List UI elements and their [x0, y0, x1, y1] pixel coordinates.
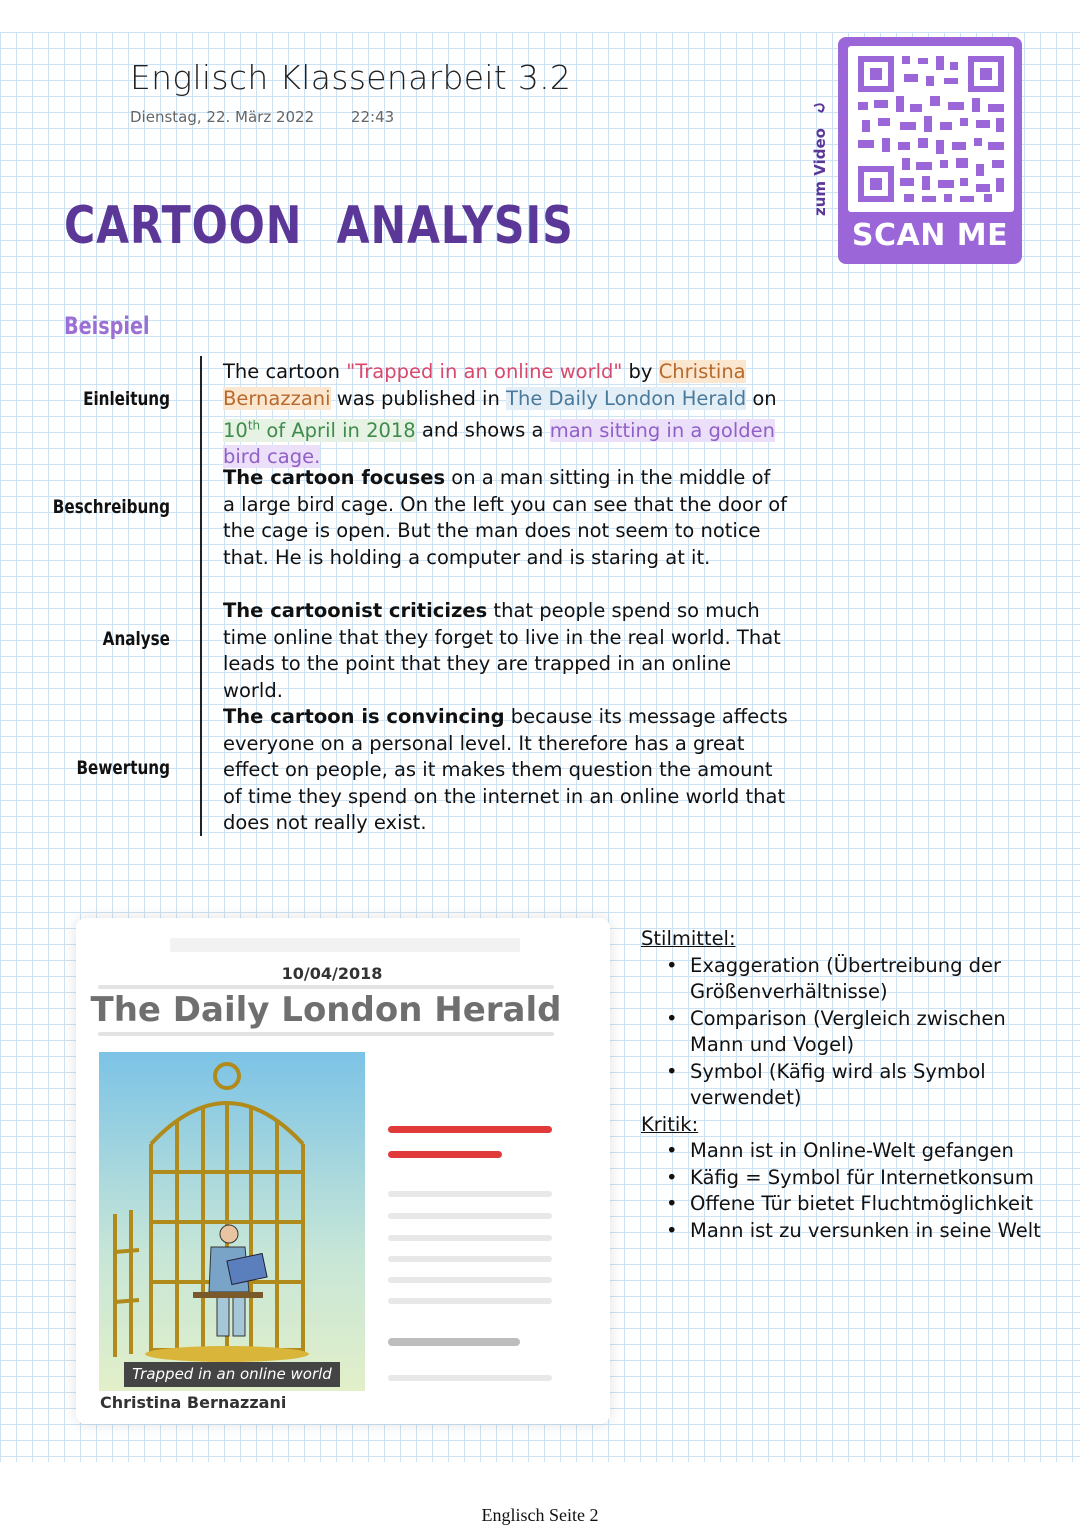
cartoonist-name: Christina Bernazzani	[100, 1393, 287, 1412]
text: was published in	[330, 386, 507, 410]
heading-word-1: CARTOON	[64, 196, 303, 256]
label-einleitung: Einleitung	[83, 388, 170, 410]
text: The cartoon	[223, 360, 347, 383]
list-item: • Exaggeration (Übertreibung der Größenverhältnisse)	[690, 953, 1061, 1006]
kritik-list	[641, 1138, 1061, 1244]
author-highlight: Christina Bernazzani	[223, 360, 746, 410]
list-item: • Mann ist zu versunken in seine Welt	[690, 1218, 1061, 1245]
text-line-7	[388, 1338, 520, 1346]
qr-code-pattern	[848, 46, 1014, 212]
bold-lead: The cartoonist criticizes	[223, 599, 488, 622]
cartoon-caption: Trapped in an online world	[124, 1362, 340, 1387]
newspaper-highlight: The Daily London Herald	[506, 386, 747, 410]
section-divider-line	[200, 356, 202, 836]
date-highlight	[223, 419, 416, 442]
newspaper-date: 10/04/2018	[281, 964, 383, 983]
paragraph-beschreibung	[223, 465, 788, 571]
label-bewertung: Bewertung	[76, 757, 170, 779]
date-rest: of April in 2018	[260, 418, 416, 442]
bold-lead: The cartoon focuses	[223, 466, 446, 489]
kritik-heading: Kritik:	[641, 1112, 699, 1136]
text-line-2	[388, 1213, 552, 1219]
text: and shows a	[415, 418, 550, 442]
page-time: 22:43	[350, 108, 395, 126]
text-line-8	[388, 1375, 552, 1381]
cartoon-title-highlight: "Trapped in an online world"	[346, 360, 623, 383]
notes-block	[641, 926, 1061, 1244]
paragraph-einleitung	[223, 359, 793, 471]
card-rule-top	[98, 985, 554, 989]
zum-video-note	[808, 100, 832, 220]
text: on a man sitting in the middle of a large bird cage. On the left you can see that the door of the cage is open. But the man does not seem to notice that. He is holding a computer and is staring at it.	[223, 466, 787, 569]
example-label: Beispiel	[64, 312, 150, 340]
list-item: • Käfig = Symbol für Internetkonsum	[690, 1165, 1061, 1192]
date-day: 10	[223, 418, 248, 442]
qr-code[interactable]	[848, 46, 1014, 212]
page-meta	[130, 108, 426, 126]
paragraph-bewertung	[223, 704, 788, 837]
date-suffix: th	[247, 418, 261, 432]
text: because its message affects everyone on a personal level. It therefore has a great effect on people, as it makes them question the amount of time they spend on the internet in an online world that does not really exist.	[223, 705, 788, 834]
text-line-1	[388, 1191, 552, 1197]
text-line-4	[388, 1256, 552, 1262]
bold-lead: The cartoon is convincing	[223, 705, 505, 728]
headline-bar-1	[388, 1126, 552, 1133]
text-line-3	[388, 1235, 552, 1241]
newspaper-name: The Daily London Herald	[90, 990, 562, 1030]
text: on	[746, 386, 777, 410]
list-item: • Symbol (Käfig wird als Symbol verwendet)	[690, 1059, 1061, 1112]
description-highlight: man sitting in a golden bird cage.	[223, 418, 776, 468]
list-item: • Mann ist in Online-Welt gefangen	[690, 1138, 1061, 1165]
list-item: • Offene Tür bietet Fluchtmöglichkeit	[690, 1191, 1061, 1218]
page-title: Englisch Klassenarbeit 3.2	[130, 58, 572, 97]
text: by	[622, 360, 659, 383]
stilmittel-list	[641, 953, 1061, 1112]
cartoon-analysis-heading	[64, 196, 608, 256]
list-item: • Comparison (Vergleich zwischen Mann und Vogel)	[690, 1006, 1061, 1059]
scan-me-label: SCAN ME	[851, 218, 1009, 253]
label-analyse: Analyse	[102, 628, 170, 650]
label-beschreibung: Beschreibung	[52, 496, 170, 518]
text: that people spend so much time online that they forget to live in the real world. That leads to the point that they are trapped in an online world.	[223, 599, 781, 702]
zum-video-text: zum Video	[811, 128, 829, 216]
card-top-shade	[170, 938, 520, 952]
text-line-6	[388, 1298, 552, 1304]
page-footer: Englisch Seite 2	[481, 1505, 599, 1525]
paragraph-analyse	[223, 598, 788, 704]
page-date: Dienstag, 22. März 2022	[130, 108, 315, 126]
text-line-5	[388, 1277, 552, 1283]
heading-word-2: ANALYSIS	[336, 196, 574, 256]
stilmittel-heading: Stilmittel:	[641, 927, 736, 950]
headline-bar-2	[388, 1151, 502, 1158]
card-rule-bottom	[98, 1032, 554, 1036]
cartoon-image	[99, 1052, 365, 1391]
